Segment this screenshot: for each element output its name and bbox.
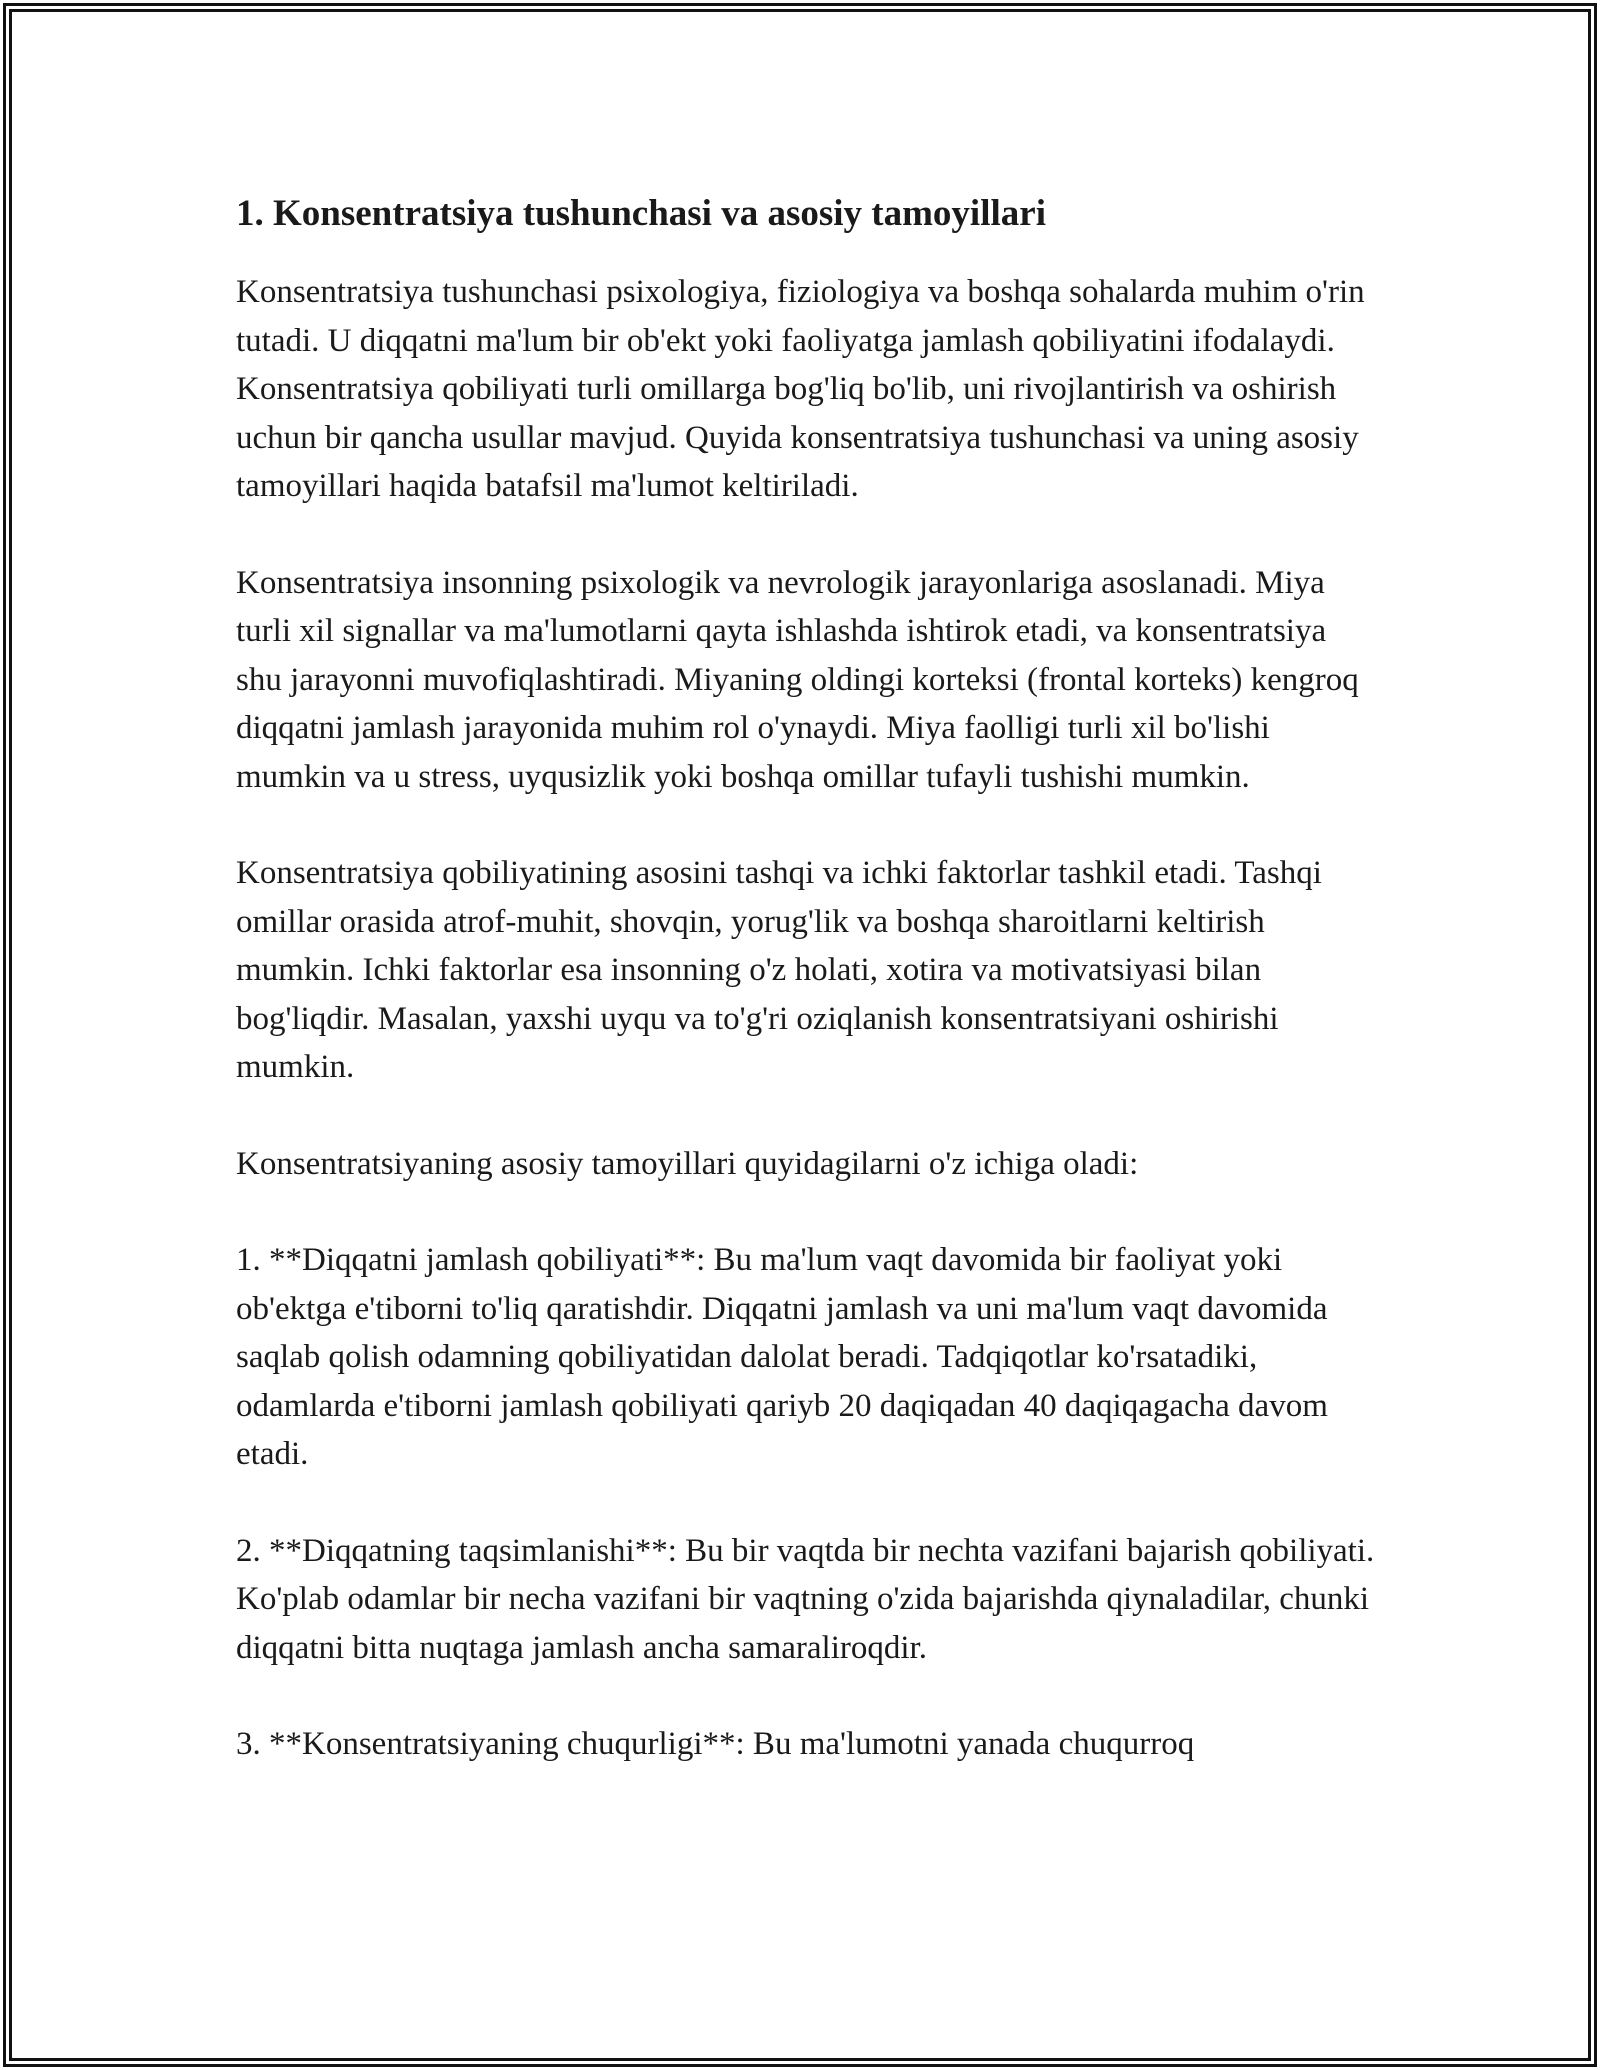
- paragraph-principles-intro: Konsentratsiyaning asosiy tamoyillari quyidagilarni o'z ichiga oladi:: [236, 1145, 1139, 1182]
- section-heading: 1. Konsentratsiya tushunchasi va asosiy tamoyillari: [236, 193, 1046, 234]
- list-item-concentration-depth: 3. **Konsentratsiyaning chuqurligi**: Bu ma'lumotni yanada chuqurroq: [236, 1726, 1195, 1762]
- document-body: [236, 188, 1376, 1817]
- paragraph-intro: Konsentratsiya tushunchasi psixologiya, fiziologiya va boshqa sohalarda muhim o'rin tutadi. U diqqatni ma'lum bir ob'ekt yoki faoliyatga jamlash qobiliyatini ifodalaydi. Konsentratsiya qobiliyati turli omillarga bog'liq bo'lib, uni rivojlantirish va oshirish uchun bir qancha usullar mavjud. Quyida konsentratsiya tushunchasi va uning asosiy tamoyillari haqida batafsil ma'lumot keltiriladi.: [236, 274, 1365, 504]
- list-item-attention-distribution: 2. **Diqqatning taqsimlanishi**: Bu bir vaqtda bir nechta vazifani bajarish qobiliyati. Ko'plab odamlar bir necha vazifani bir vaqtning o'zida bajarishda qiynaladilar, chunki diqqatni bitta nuqtaga jamlash ancha samaraliroqdir.: [236, 1532, 1375, 1666]
- paragraph-factors: Konsentratsiya qobiliyatining asosini tashqi va ichki faktorlar tashkil etadi. Tashqi omillar orasida atrof-muhit, shovqin, yorug'lik va boshqa sharoitlarni keltirish mumkin. Ichki faktorlar esa insonning o'z holati, xotira va motivatsiyasi bilan bog'liqdir. Masalan, yaxshi uyqu va to'g'ri oziqlanish konsentratsiyani oshirishi mumkin.: [236, 855, 1322, 1085]
- paragraph-neurology: Konsentratsiya insonning psixologik va nevrologik jarayonlariga asoslanadi. Miya turli xil signallar va ma'lumotlarni qayta ishlashda ishtirok etadi, va konsentratsiya shu jarayonni muvofiqlashtiradi. Miyaning oldingi korteksi (frontal korteks) kengroq diqqatni jamlash jarayonida muhim rol o'ynaydi. Miya faolligi turli xil bo'lishi mumkin va u stress, uyqusizlik yoki boshqa omillar tufayli tushishi mumkin.: [236, 564, 1359, 795]
- list-item-attention-focus: 1. **Diqqatni jamlash qobiliyati**: Bu ma'lum vaqt davomida bir faoliyat yoki ob'ektga e'tiborni to'liq qaratishdir. Diqqatni jamlash va uni ma'lum vaqt davomida saqlab qolish odamning qobiliyatidan dalolat beradi. Tadqiqotlar ko'rsatadiki, odamlarda e'tiborni jamlash qobiliyati qariyb 20 daqiqadan 40 daqiqagacha davom etadi.: [236, 1242, 1328, 1472]
